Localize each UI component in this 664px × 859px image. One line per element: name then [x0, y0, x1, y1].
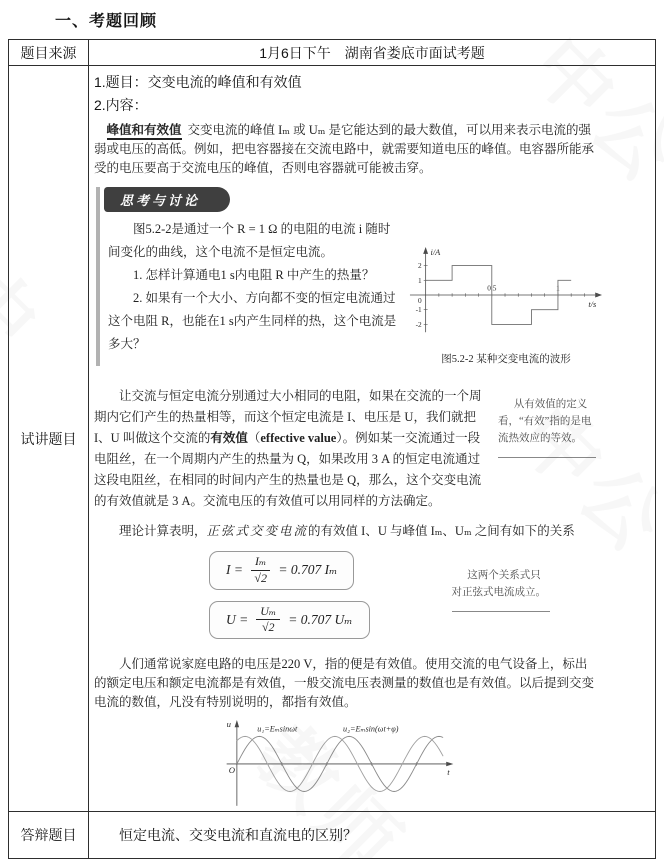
svg-text:-1: -1 [415, 305, 422, 315]
think-intro: 图5.2-2是通过一个 R = 1 Ω 的电阻的电流 i 随时间变化的曲线，这个电流不是恒定电流。 [108, 222, 391, 259]
lecture-label-cell [9, 66, 89, 811]
page-title: 一、考题回顾 [55, 13, 158, 30]
defense-label-cell [9, 812, 89, 858]
theory-sine-term: 正弦式交变电流 [206, 524, 309, 538]
svg-text:1: 1 [418, 275, 422, 285]
formula-current [209, 551, 354, 590]
source-label-cell [9, 40, 89, 65]
effective-value-paragraph [94, 386, 482, 512]
sine-label-2: u₂=Eₘsin(ωt+φ) [343, 724, 399, 734]
y-axis-arrow [423, 247, 428, 254]
y-axis-label: i/A [430, 247, 441, 257]
defense-label: 答辩题目 [20, 827, 77, 843]
think-question-2: 2. 如果有一个大小、方向都不变的恒定电流通过这个电阻 R，也能在1 s内产生同样的热，这个电流是多大？ [108, 291, 397, 351]
paren-open: （ [247, 431, 261, 445]
think-question-1: 1. 怎样计算通电1 s内电阻 R 中产生的热量？ [133, 268, 375, 282]
effective-term: 有效值 [210, 431, 248, 445]
effective-text-1: 让交流与恒定电流分别通过大小相同的电阻，如果在交流的一个周期内它们产生的热量相等，而这个恒定电流是 I、电压是 U，我们就把 I、U 叫做这个交流的 [94, 389, 482, 445]
origin-label: O [228, 765, 235, 776]
formula-voltage-numerator: Uₘ [256, 605, 280, 621]
lecture-title-line: 1.题目：交变电流的峰值和有效值 [94, 74, 302, 90]
svg-text:0: 0 [418, 295, 422, 305]
svg-text:2: 2 [418, 261, 422, 271]
think-discuss-columns [108, 218, 601, 366]
textbook-excerpt [94, 121, 647, 811]
peak-value-heading: 峰值和有效值 [107, 123, 182, 140]
sine-label-1: u₁=Eₘsinωt [257, 724, 298, 734]
formula-current-lhs: I = [226, 562, 243, 578]
paren-close: ）。 [336, 431, 356, 445]
lecture-label: 试讲题目 [20, 430, 77, 447]
formula-voltage [209, 601, 370, 640]
square-wave-figure [408, 246, 604, 366]
margin-note-effective: 从有效值的定义看，“有效”指的是电流热效应的等效。 [498, 396, 596, 458]
svg-text:-2: -2 [415, 319, 422, 329]
formula-voltage-lhs: U = [226, 611, 249, 627]
sine-plot [222, 718, 458, 811]
theory-text-2: 的有效值 I、U 与峰值 Iₘ、Uₘ 之间有如下的关系 [308, 524, 575, 538]
think-discuss-banner: 思考与讨论 [104, 187, 230, 212]
formula-section [94, 551, 647, 639]
y-axis-label: u [226, 719, 231, 730]
formula-voltage-fraction [256, 605, 280, 636]
margin-note-sine-only: 这两个关系式只对正弦式电流成立。 [452, 567, 550, 612]
effective-value-section [94, 386, 647, 512]
x-axis-label: t [447, 767, 450, 778]
formula-voltage-rhs: = 0.707 Uₘ [288, 611, 353, 627]
formula-current-rhs: = 0.707 Iₘ [278, 562, 338, 578]
household-voltage-paragraph: 人们通常说家庭电路的电压是220 V，指的便是有效值。使用交流的电气设备上，标出的额定电压和额定电流都是有效值，一般交流电压表测量的数值也是有效值。以后提到交变电流的数值，凡没有特别说明的，都指有效值。 [94, 657, 595, 710]
think-discuss-text [108, 218, 400, 366]
formula-current-fraction [251, 555, 270, 586]
x-axis-label: t/s [588, 299, 597, 309]
theory-text-1: 理论计算表明， [119, 524, 207, 538]
svg-text:0.5: 0.5 [487, 283, 497, 293]
formula-current-numerator: Iₘ [251, 555, 270, 571]
exam-review-table [8, 39, 656, 859]
peak-value-paragraph [94, 121, 596, 178]
svg-text:1: 1 [556, 283, 560, 293]
formula-current-denominator: √2 [254, 570, 267, 585]
effective-term-english: effective value [260, 431, 337, 445]
think-discuss-box [96, 187, 601, 366]
lecture-row [9, 65, 655, 811]
defense-value: 恒定电流、交变电流和直流电的区别？ [119, 827, 357, 843]
sine-figure [222, 718, 462, 811]
effective-text-2: 例如某一交流通过一段电阻丝，在一个周期内产生的热量为 Q，如果改用 3 A 的恒定电流通过这段电阻丝，在相同的时间内产生的热量也是 Q，那么，这个交变电流的有效值就是 3 A。交流电压的有效值可以用同样的方法确定。 [94, 431, 482, 508]
defense-row [9, 811, 655, 858]
formula-stack [209, 551, 370, 639]
x-axis-arrow [446, 762, 453, 766]
theory-paragraph [94, 521, 596, 541]
defense-value-cell [89, 812, 655, 858]
source-value: 1月6日下午 湖南省娄底市面试考题 [259, 44, 485, 61]
peak-value-text: 交变电流的峰值 Iₘ 或 Uₘ 是它能达到的最大数值，可以用来表示电流的强弱或电压的高低。例如，把电容器接在交流电路中，就需要知道电压的峰值。电容器所能承受的电压要高于交流电压的峰值，否则电容器就可能被击穿。 [94, 123, 595, 175]
x-axis-arrow [595, 293, 602, 298]
lecture-content [89, 66, 655, 811]
square-wave-xlabels [487, 284, 560, 293]
y-axis-arrow [235, 720, 239, 727]
lecture-content-line: 2.内容： [94, 97, 148, 113]
square-wave-plot [408, 246, 604, 344]
source-row [9, 40, 655, 65]
square-wave-caption: 图5.2-2 某种交变电流的波形 [441, 354, 571, 365]
formula-voltage-denominator: √2 [261, 620, 275, 635]
source-label: 题目来源 [20, 44, 77, 61]
source-value-cell [89, 40, 655, 65]
